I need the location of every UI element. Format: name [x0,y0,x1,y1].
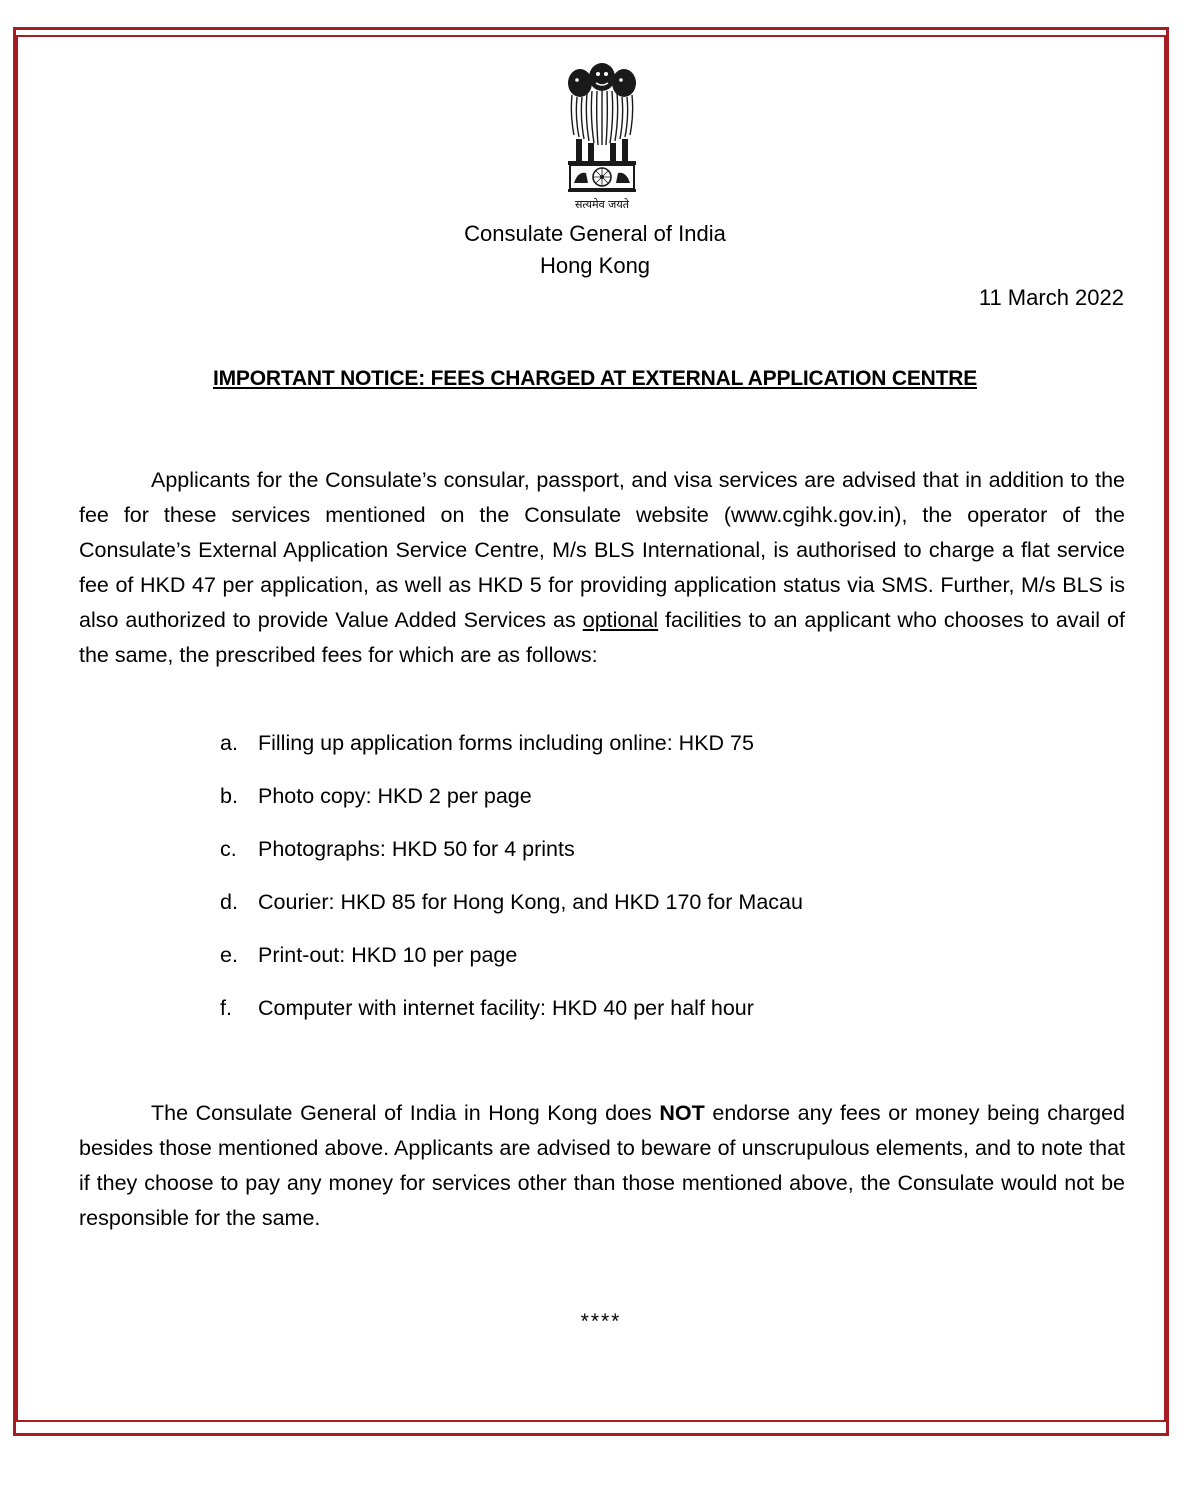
emblem-motto: सत्यमेव जयते [574,198,629,211]
disclaimer-text-after: endorse any fees or money being charged besides those mentioned above. Applicants are advised to beware of unscrupulous elements, and to note that if they choose to pay any money for services other than those mentioned above, the Consulate would not be responsible for the same. [79,1101,1125,1230]
fee-text: Photo copy: HKD 2 per page [258,784,532,808]
fee-text: Computer with internet facility: HKD 40 per half hour [258,996,754,1020]
fee-item [220,938,1120,991]
fee-item [220,779,1120,832]
intro-paragraph [79,463,1125,673]
notice-date: 11 March 2022 [978,285,1124,310]
org-city: Hong Kong [539,253,651,278]
fee-item [220,991,1120,1044]
fee-marker: a. [220,731,238,755]
fee-item [220,726,1120,779]
not-bold: NOT [659,1101,705,1125]
fee-marker: d. [220,890,238,914]
fee-item [220,832,1120,885]
fee-text: Courier: HKD 85 for Hong Kong, and HKD 170 for Macau [258,890,803,914]
fee-text: Photographs: HKD 50 for 4 prints [258,837,575,861]
fee-marker: e. [220,943,238,967]
intro-text-before: Applicants for the Consulate’s consular, passport, and visa services are advised that in addition to the fee for these services mentioned on the Consulate website (www.cgihk.gov.in), the operator of the Consulate’s External Application Service Centre, M/s BLS International, is authorised to charge a flat service fee of HKD 47 per application, as well as HKD 5 for providing application status via SMS. Further, M/s BLS is also authorized to provide Value Added Services as [79,468,1125,632]
notice-title: IMPORTANT NOTICE: FEES CHARGED AT EXTERNAL APPLICATION CENTRE [212,367,978,390]
fee-marker: f. [220,996,232,1020]
fee-marker: c. [220,837,237,861]
fees-list [220,726,1120,1044]
national-emblem-icon [552,55,652,215]
optional-underlined: optional [582,608,659,632]
fee-text: Print-out: HKD 10 per page [258,943,518,967]
fee-text: Filling up application forms including online: HKD 75 [258,731,754,755]
disclaimer-paragraph [79,1096,1125,1236]
org-name: Consulate General of India [464,221,726,246]
fee-marker: b. [220,784,238,808]
intro-text-after: facilities to an applicant who chooses to avail of the same, the prescribed fees for which are as follows: [79,608,1125,667]
disclaimer-text-before: The Consulate General of India in Hong Kong does [151,1101,660,1125]
end-mark: **** [580,1310,622,1333]
fee-item [220,885,1120,938]
